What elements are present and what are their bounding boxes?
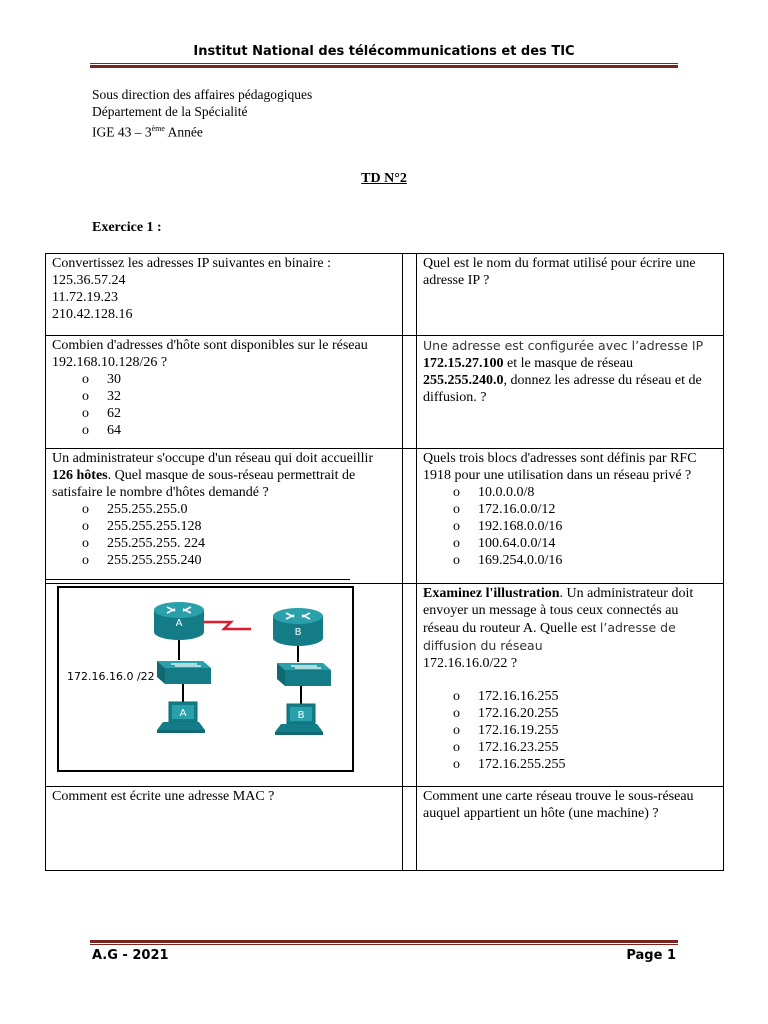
diagram-top-rule	[45, 579, 350, 580]
gap-cell	[403, 254, 417, 336]
option-item: o 169.254.0.0/16	[453, 552, 717, 569]
question-cell-8: Comment est écrite une adresse MAC ?	[46, 787, 403, 871]
option-item: o 255.255.255.240	[82, 552, 396, 569]
option-item: o 172.16.16.255	[453, 688, 717, 705]
answer-options	[52, 501, 396, 569]
router-b-label: B	[294, 627, 302, 638]
router-a-label: A	[175, 618, 183, 629]
option-item: o 172.16.0.0/12	[453, 501, 717, 518]
gap-cell	[403, 336, 417, 449]
gap-cell	[403, 584, 417, 787]
option-item: o 172.16.23.255	[453, 739, 717, 756]
option-item: o 255.255.255. 224	[82, 535, 396, 552]
option-item: o 62	[82, 405, 396, 422]
gap-cell	[403, 787, 417, 871]
option-item: o 172.16.20.255	[453, 705, 717, 722]
header-rule-thin	[90, 63, 678, 64]
option-item: o 192.168.0.0/16	[453, 518, 717, 535]
option-item: o 172.16.19.255	[453, 722, 717, 739]
table-row	[46, 787, 724, 871]
answer-options	[52, 371, 396, 439]
table-row	[46, 254, 724, 336]
question-cell-4: Une adresse est configurée avec l’adresse IP 172.15.27.100 et le masque de réseau 255.255.240.0, donnez les adresse du réseau et de diffusion. ?	[417, 336, 724, 449]
question-cell-3: Combien d'adresses d'hôte sont disponibles sur le réseau 192.168.10.128/26 ? o 30 o 32 o 62 o 64	[46, 336, 403, 449]
option-item: o 172.16.255.255	[453, 756, 717, 773]
switch-a-icon	[157, 661, 211, 684]
exercise-table	[45, 253, 724, 871]
td-title: TD N°2	[361, 171, 407, 186]
table-row	[46, 449, 724, 584]
serial-link-icon	[204, 622, 251, 629]
option-item: o 32	[82, 388, 396, 405]
page-header-title: Institut National des télécommunications et des TIC	[193, 44, 575, 59]
network-diagram	[57, 586, 354, 772]
question-cell-6: Quels trois blocs d'adresses sont définis par RFC 1918 pour une utilisation dans un réseau privé ? o 10.0.0.0/8 o 172.16.0.0/12 o 192.168.0.0/16 o 100.64.0.0/14 o 169.254.0.0/16	[417, 449, 724, 584]
question-cell-9: Comment une carte réseau trouve le sous-réseau auquel appartient un hôte (une machine) ?	[417, 787, 724, 871]
answer-options	[423, 688, 717, 773]
question-cell-2: Quel est le nom du format utilisé pour écrire une adresse IP ?	[417, 254, 724, 336]
answer-options	[423, 484, 717, 569]
table-row	[46, 336, 724, 449]
option-item: o 255.255.255.0	[82, 501, 396, 518]
footer-rule-thin	[90, 944, 678, 945]
dept-line-1: Sous direction des affaires pédagogiques	[92, 87, 313, 102]
footer-year: A.G - 2021	[92, 948, 169, 963]
footer-rule-thick	[90, 940, 678, 943]
question-cell-5: Un administrateur s'occupe d'un réseau qui doit accueillir 126 hôtes. Quel masque de sous-réseau permettrait de satisfaire le nombre d'hôtes demandé ? o 255.255.255.0 o 255.255.255.128 o 255.255.255. 224 o 255.255.255.240	[46, 449, 403, 584]
exercise-title: Exercice 1 :	[92, 220, 162, 235]
network-label: 172.16.16.0 /22	[67, 670, 155, 683]
header-rule-thick	[90, 65, 678, 68]
switch-b-icon	[277, 663, 331, 686]
dept-line-3: IGE 43 – 3ème Année	[92, 124, 203, 140]
dept-line-2: Département de la Spécialité	[92, 104, 248, 119]
option-item: o 255.255.255.128	[82, 518, 396, 535]
option-item: o 100.64.0.0/14	[453, 535, 717, 552]
footer-page-number: Page 1	[626, 948, 676, 963]
option-item: o 64	[82, 422, 396, 439]
department-block	[92, 86, 312, 141]
option-item: o 30	[82, 371, 396, 388]
pc-a-label: A	[179, 708, 187, 719]
question-cell-7: Examinez l'illustration. Un administrateur doit envoyer un message à tous ceux connectés au réseau du routeur A. Quelle est l’adresse de diffusion du réseau 172.16.16.0/22 ? o 172.16.16.255 o 172.16.20.255 o 172.16.19.255 o 172.16.23.255 o 172.16.255.255	[417, 584, 724, 787]
gap-cell	[403, 449, 417, 584]
question-cell-1: Convertissez les adresses IP suivantes en binaire : 125.36.57.24 11.72.19.23 210.42.128.16	[46, 254, 403, 336]
option-item: o 10.0.0.0/8	[453, 484, 717, 501]
pc-b-label: B	[297, 710, 305, 721]
